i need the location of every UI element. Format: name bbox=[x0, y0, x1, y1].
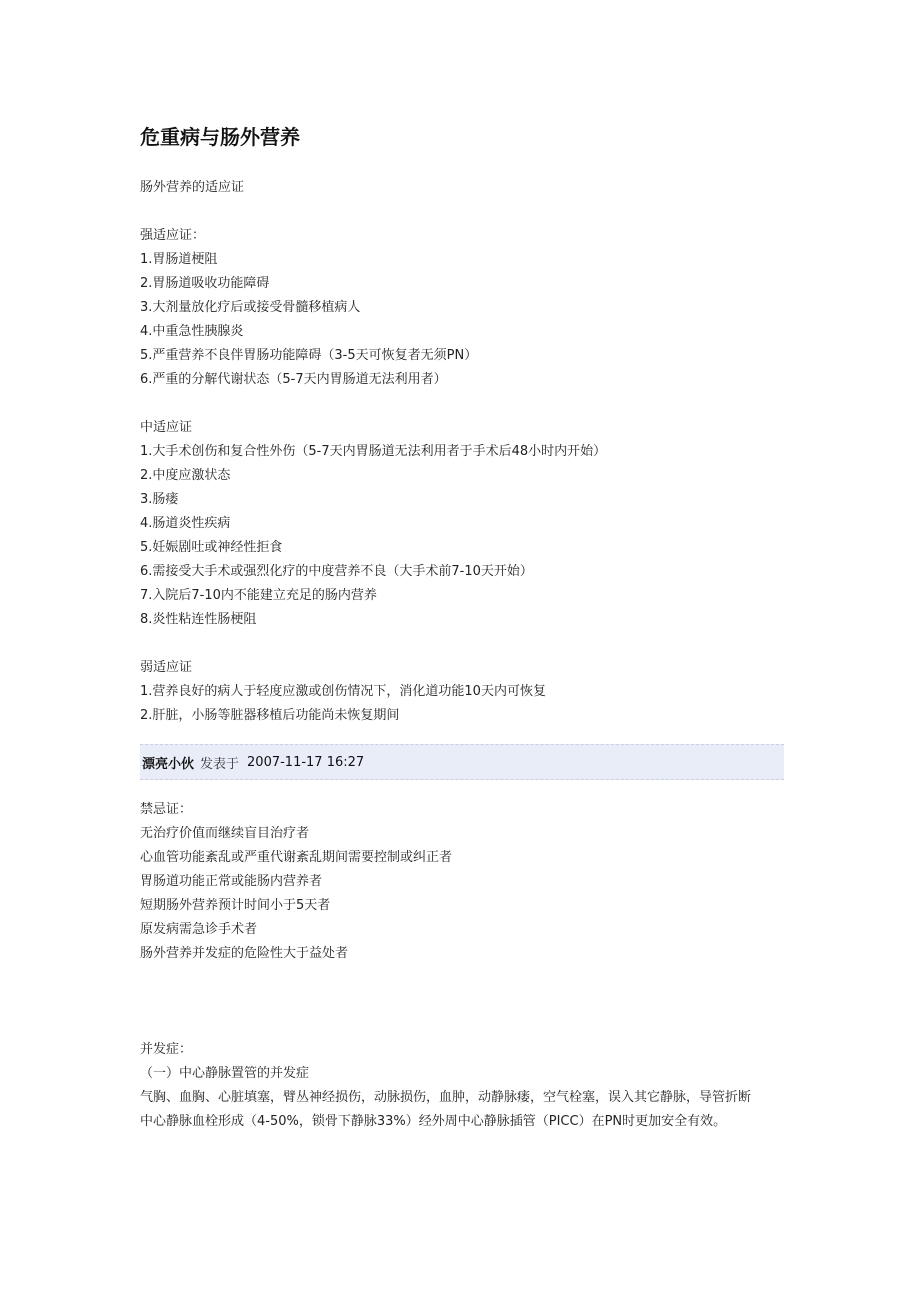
complications-paragraph: 气胸、血胸、心脏填塞，臂丛神经损伤，动脉损伤，血肿，动静脉瘘，空气栓塞，误入其它静脉，导管折断 bbox=[140, 1090, 752, 1105]
list-item: 5.妊娠剧吐或神经性拒食 bbox=[140, 540, 283, 555]
list-item: 6.需接受大手术或强烈化疗的中度营养不良（大手术前7-10天开始） bbox=[140, 564, 533, 579]
list-item: 无治疗价值而继续盲目治疗者 bbox=[140, 826, 310, 841]
moderate-indications-heading: 中适应证 bbox=[140, 420, 193, 435]
list-item: 1.胃肠道梗阻 bbox=[140, 252, 218, 267]
post-timestamp: 2007-11-17 16:27 bbox=[247, 754, 365, 770]
list-item: 5.严重营养不良伴胃肠功能障碍（3-5天可恢复者无须PN） bbox=[140, 348, 478, 363]
list-item: 胃肠道功能正常或能肠内营养者 bbox=[140, 874, 323, 889]
list-item: 2.肝脏，小肠等脏器移植后功能尚未恢复期间 bbox=[140, 708, 400, 723]
list-item: 3.大剂量放化疗后或接受骨髓移植病人 bbox=[140, 300, 361, 315]
spacer bbox=[140, 632, 784, 656]
list-item: 6.严重的分解代谢状态（5-7天内胃肠道无法利用者） bbox=[140, 372, 447, 387]
list-item: 8.炎性粘连性肠梗阻 bbox=[140, 612, 257, 627]
list-item: 心血管功能紊乱或严重代谢紊乱期间需要控制或纠正者 bbox=[140, 850, 453, 865]
list-item: 1.营养良好的病人于轻度应激或创伤情况下，消化道功能10天内可恢复 bbox=[140, 684, 546, 699]
spacer bbox=[140, 780, 784, 798]
complications-subheading: （一）中心静脉置管的并发症 bbox=[140, 1066, 310, 1081]
spacer bbox=[140, 966, 784, 1038]
strong-indications-heading: 强适应证： bbox=[140, 228, 206, 243]
list-item: 原发病需急诊手术者 bbox=[140, 922, 258, 937]
post-header-bar bbox=[140, 744, 784, 780]
page-title: 危重病与肠外营养 bbox=[140, 125, 300, 149]
contraindications-heading: 禁忌证： bbox=[140, 802, 193, 817]
document-page bbox=[140, 118, 784, 1134]
section-subtitle: 肠外营养的适应证 bbox=[140, 180, 245, 195]
list-item: 2.胃肠道吸收功能障碍 bbox=[140, 276, 270, 291]
complications-heading: 并发症： bbox=[140, 1042, 193, 1057]
weak-indications-heading: 弱适应证 bbox=[140, 660, 193, 675]
list-item: 肠外营养并发症的危险性大于益处者 bbox=[140, 946, 349, 961]
list-item: 1.大手术创伤和复合性外伤（5-7天内胃肠道无法利用者于手术后48小时内开始） bbox=[140, 444, 607, 459]
list-item: 3.肠瘘 bbox=[140, 492, 179, 507]
list-item: 4.中重急性胰腺炎 bbox=[140, 324, 244, 339]
list-item: 2.中度应激状态 bbox=[140, 468, 231, 483]
spacer bbox=[140, 392, 784, 416]
spacer bbox=[140, 156, 784, 176]
posted-label: 发表于 bbox=[200, 756, 240, 772]
spacer bbox=[140, 200, 784, 224]
list-item: 4.肠道炎性疾病 bbox=[140, 516, 231, 531]
post-author[interactable]: 漂亮小伙 bbox=[142, 756, 195, 772]
list-item: 短期肠外营养预计时间小于5天者 bbox=[140, 898, 331, 913]
complications-paragraph: 中心静脉血栓形成（4-50%，锁骨下静脉33%）经外周中心静脉插管（PICC）在PN时更加安全有效。 bbox=[140, 1114, 727, 1129]
list-item: 7.入院后7-10内不能建立充足的肠内营养 bbox=[140, 588, 377, 603]
